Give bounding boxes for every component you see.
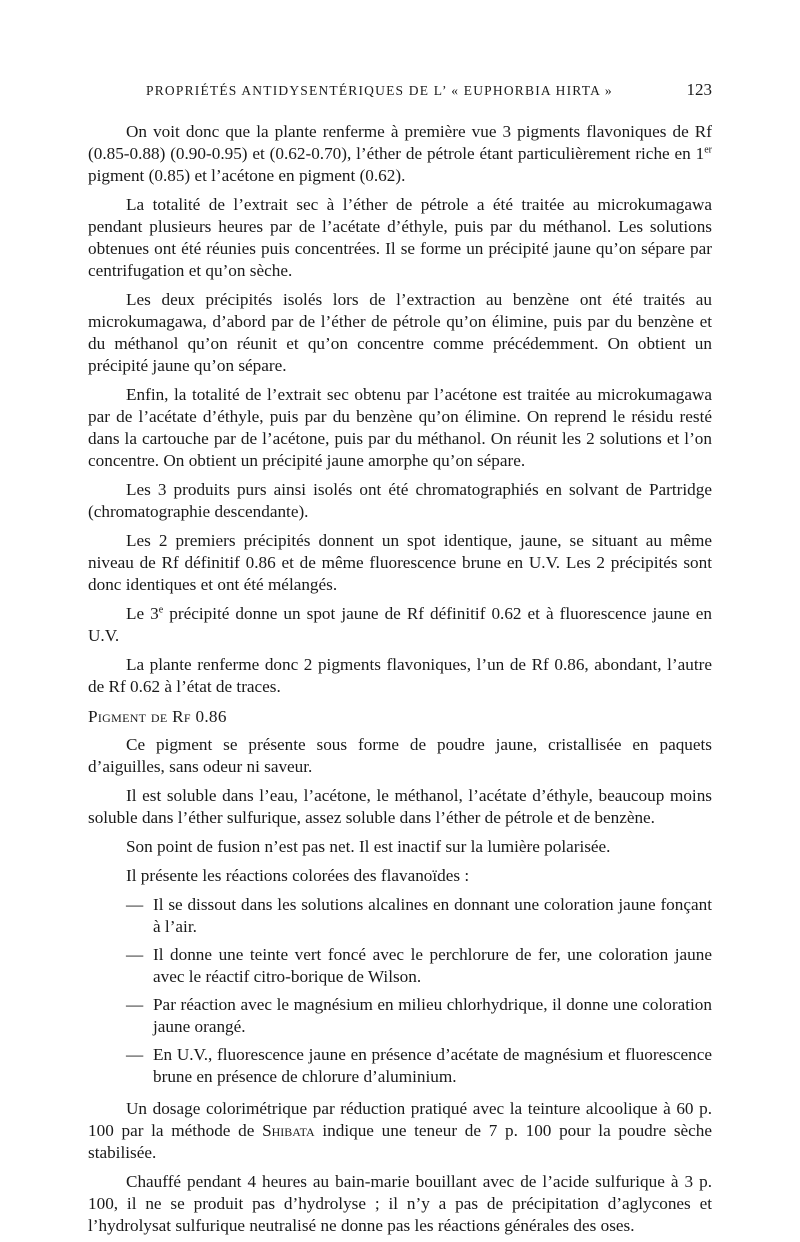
list-item-text: Il se dissout dans les solutions alcalines en donnant une coloration jaune fonçant à l’air. xyxy=(153,895,712,936)
paragraph-1-text: On voit donc que la plante renferme à première vue 3 pigments flavoniques de Rf (0.85-0.88) (0.90-0.95) et (0.62-0.70), l’éther de pétrole étant particulièrement riche en xyxy=(88,122,712,163)
paragraph-7-start: Le 3 xyxy=(126,604,159,623)
dash-marker: — xyxy=(126,1045,144,1064)
section-paragraph-4: Il présente les réactions colorées des flavanoïdes : xyxy=(126,866,470,885)
list-item-text: Par réaction avec le magnésium en milieu chlorhydrique, il donne une coloration jaune orangé. xyxy=(153,995,712,1036)
paragraph-8: La plante renferme donc 2 pigments flavoniques, l’un de Rf 0.86, abondant, l’autre de Rf 0.62 à l’état de traces. xyxy=(88,655,712,696)
list-item xyxy=(88,894,712,938)
paragraph-3: Les deux précipités isolés lors de l’extraction au benzène ont été traités au microkumagawa, d’abord par de l’éther de pétrole qu’on élimine, puis par du benzène et du méthanol qu’on réunit et qu’on concentre comme précédemment. On obtient un précipité jaune qu’on sépare. xyxy=(88,290,712,375)
section-paragraph-2: Il est soluble dans l’eau, l’acétone, le méthanol, l’acétate d’éthyle, beaucoup moins soluble dans l’éther sulfurique, assez soluble dans l’éther de pétrole et de benzène. xyxy=(88,786,712,827)
paragraph-1 xyxy=(88,121,712,187)
ordinal-first: 1 xyxy=(695,144,705,163)
section-heading: Pigment de Rf 0.86 xyxy=(88,707,227,726)
ordinal-third-suffix: e xyxy=(158,604,164,616)
page-number: 123 xyxy=(686,80,712,99)
section-paragraph-5 xyxy=(88,1098,712,1164)
reaction-list xyxy=(88,894,712,1088)
list-item xyxy=(88,994,712,1038)
list-item xyxy=(88,1044,712,1088)
paragraph-7-end: précipité donne un spot jaune de Rf définitif 0.62 et à fluorescence jaune en U.V. xyxy=(88,604,712,645)
section-paragraph-1: Ce pigment se présente sous forme de poudre jaune, cristallisée en paquets d’aiguilles, sans odeur ni saveur. xyxy=(88,735,712,776)
paragraph-5: Les 3 produits purs ainsi isolés ont été chromatographiés en solvant de Partridge (chromatographie descendante). xyxy=(88,480,712,521)
paragraph-6: Les 2 premiers précipités donnent un spot identique, jaune, se situant au même niveau de Rf définitif 0.86 et de même fluorescence brune en U.V. Les 2 précipités sont donc identiques et ont été mélangés. xyxy=(88,531,712,594)
section-paragraph-5-end: indique une teneur de 7 p. 100 pour la poudre sèche stabilisée. xyxy=(88,1121,713,1162)
paragraph-2: La totalité de l’extrait sec à l’éther de pétrole a été traitée au microkumagawa pendant plusieurs heures par de l’acétate d’éthyle, puis par du méthanol. Les solutions obtenues ont été réunies puis concentrées. Il se forme un précipité jaune qu’on sépare par centrifugation et qu’on sèche. xyxy=(88,195,712,280)
running-head xyxy=(146,80,712,100)
paragraph-7 xyxy=(88,603,712,647)
list-item xyxy=(88,944,712,988)
paragraph-4: Enfin, la totalité de l’extrait sec obtenu par l’acétone est traitée au microkumagawa par de l’acétate d’éthyle, puis par du benzène qu’on élimine. On reprend le résidu resté dans la cartouche par de l’acétone, puis par du méthanol. On réunit les 2 solutions et l’on concentre. On obtient un précipité jaune amorphe qu’on sépare. xyxy=(88,385,712,470)
section-paragraph-3: Son point de fusion n’est pas net. Il est inactif sur la lumière polarisée. xyxy=(126,837,611,856)
dash-marker: — xyxy=(126,995,144,1014)
section-paragraph-5-start: Un dosage colorimétrique par réduction pratiqué avec la teinture alcoolique à 60 p. 100 par la méthode de xyxy=(88,1099,712,1140)
section-paragraph-6: Chauffé pendant 4 heures au bain-marie bouillant avec de l’acide sulfurique à 3 p. 100, il ne se produit pas d’hydrolyse ; il n’y a pas de précipitation d’aglycones et l’hydrolysat sulfurique neutralisé ne donne pas les réactions générales des oses. xyxy=(88,1172,712,1235)
list-item-text: En U.V., fluorescence jaune en présence d’acétate de magnésium et fluorescence brune en présence de chlorure d’aluminium. xyxy=(153,1045,712,1086)
list-item-text: Il donne une teinte vert foncé avec le perchlorure de fer, une coloration jaune avec le réactif citro-borique de Wilson. xyxy=(153,945,712,986)
body-text xyxy=(88,121,712,1237)
ordinal-first-suffix: er xyxy=(704,144,712,156)
running-title: PROPRIÉTÉS ANTIDYSENTÉRIQUES DE L’ « EUPHORBIA HIRTA » xyxy=(146,83,613,98)
paragraph-1-end: pigment (0.85) et l’acétone en pigment (0.62). xyxy=(88,166,406,185)
author-name: Shibata xyxy=(262,1121,315,1140)
dash-marker: — xyxy=(126,945,144,964)
dash-marker: — xyxy=(126,895,144,914)
